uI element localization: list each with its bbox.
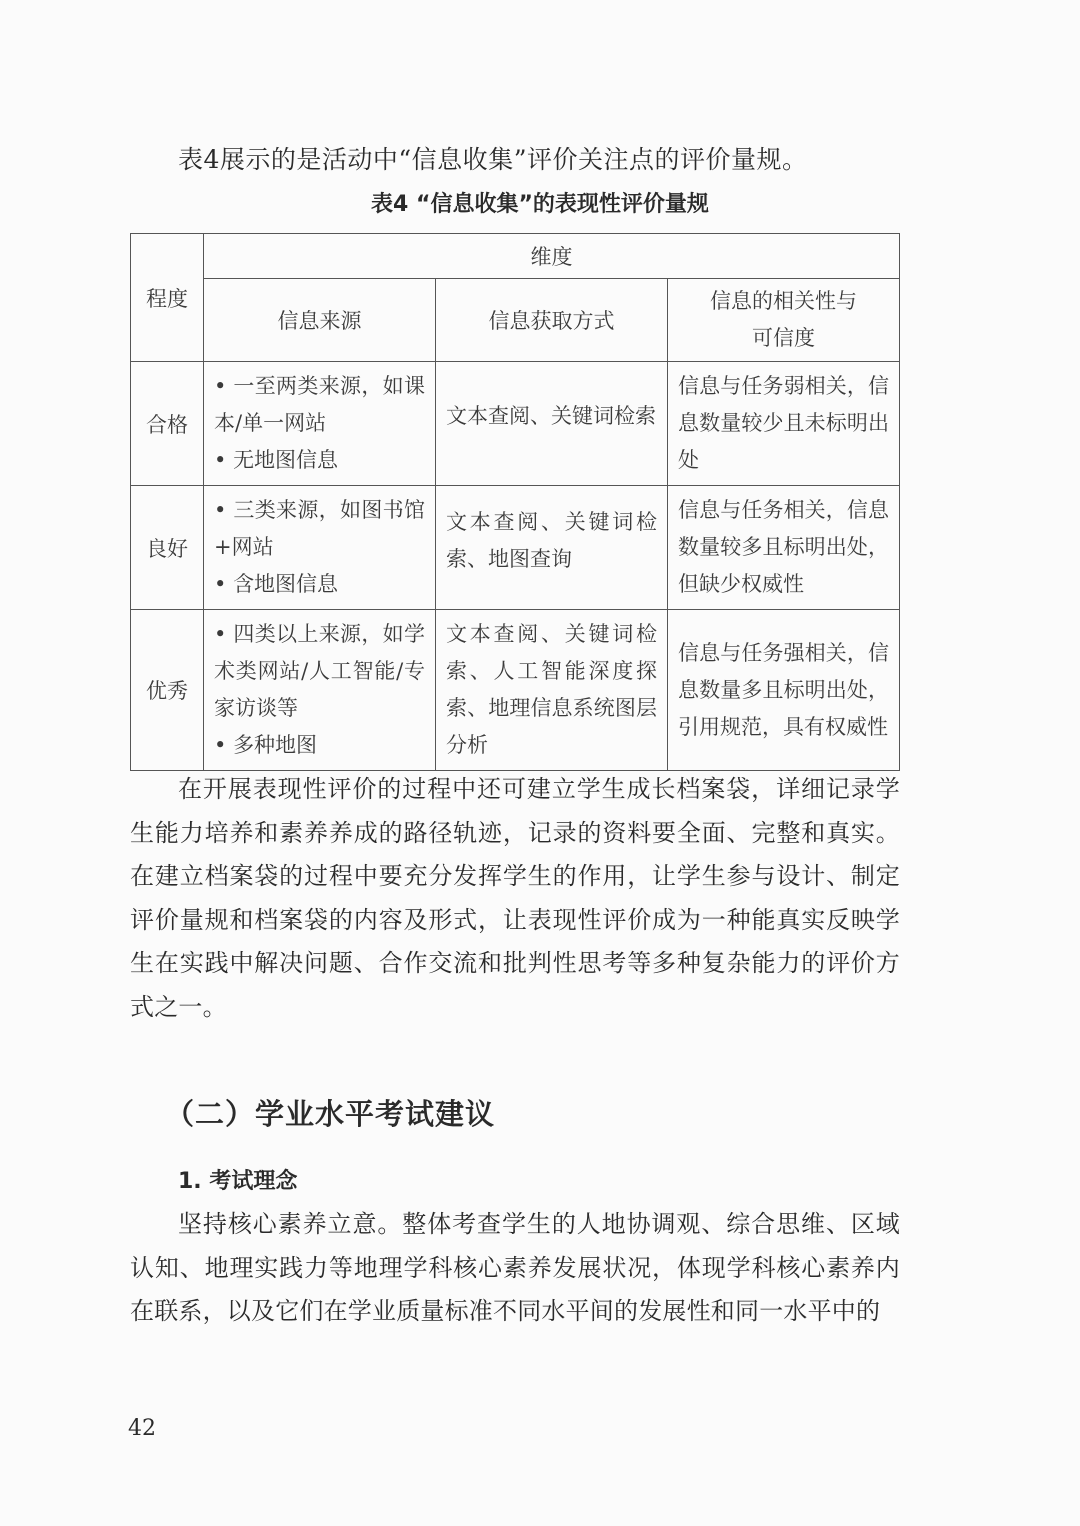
column-header: 信息获取方式	[436, 279, 668, 362]
table-row	[131, 610, 900, 771]
section-heading: （二）学业水平考试建议	[165, 1097, 496, 1131]
dimension-header: 维度	[204, 234, 900, 279]
list-item: • 四类以上来源，如学术类网站/人工智能/专家访谈等	[214, 616, 425, 727]
paragraph-text: 坚持核心素养立意。整体考查学生的人地协调观、综合思维、区域认知、地理实践力等地理学科核心素养发展状况，体现学科核心素养内在联系，以及它们在学业质量标准不同水平间的发展性和同一水平中的	[130, 1210, 900, 1325]
list-item: • 三类来源，如图书馆+网站	[214, 492, 425, 566]
rubric-table	[130, 233, 900, 771]
source-cell	[204, 610, 436, 771]
list-item: • 一至两类来源，如课本/单一网站	[214, 368, 425, 442]
table-caption: 表4 “信息收集”的表现性评价量规	[371, 192, 709, 217]
credibility-cell: 信息与任务相关，信息数量较多且标明出处，但缺少权威性	[668, 486, 900, 610]
source-cell	[204, 486, 436, 610]
list-item: • 无地图信息	[214, 442, 425, 479]
method-cell: 文本查阅、关键词检索、地图查询	[436, 486, 668, 610]
level-cell: 合格	[131, 362, 204, 486]
level-cell: 优秀	[131, 610, 204, 771]
intro-line: 表4展示的是活动中“信息收集”评价关注点的评价量规。	[178, 145, 808, 174]
subsection-heading: 1. 考试理念	[178, 1169, 298, 1194]
table-row	[131, 362, 900, 486]
method-cell: 文本查阅、关键词检索	[436, 362, 668, 486]
body-paragraph	[130, 768, 900, 1029]
credibility-cell: 信息与任务强相关，信息数量多且标明出处，引用规范，具有权威性	[668, 610, 900, 771]
column-header: 信息来源	[204, 279, 436, 362]
page-number: 42	[128, 1416, 156, 1441]
paragraph-text: 在开展表现性评价的过程中还可建立学生成长档案袋，详细记录学生能力培养和素养养成的路径轨迹，记录的资料要全面、完整和真实。在建立档案袋的过程中要充分发挥学生的作用，让学生参与设计、制定评价量规和档案袋的内容及形式，让表现性评价成为一种能真实反映学生在实践中解决问题、合作交流和批判性思考等多种复杂能力的评价方式之一。	[130, 775, 900, 1021]
list-item: • 多种地图	[214, 727, 425, 764]
corner-header: 程度	[131, 234, 204, 362]
level-cell: 良好	[131, 486, 204, 610]
column-header: 信息的相关性与可信度	[668, 279, 900, 362]
credibility-cell: 信息与任务弱相关，信息数量较少且未标明出处	[668, 362, 900, 486]
list-item: • 含地图信息	[214, 566, 425, 603]
body-paragraph	[130, 1203, 900, 1334]
method-cell: 文本查阅、关键词检索、人工智能深度探索、地理信息系统图层分析	[436, 610, 668, 771]
table-row	[131, 486, 900, 610]
source-cell	[204, 362, 436, 486]
